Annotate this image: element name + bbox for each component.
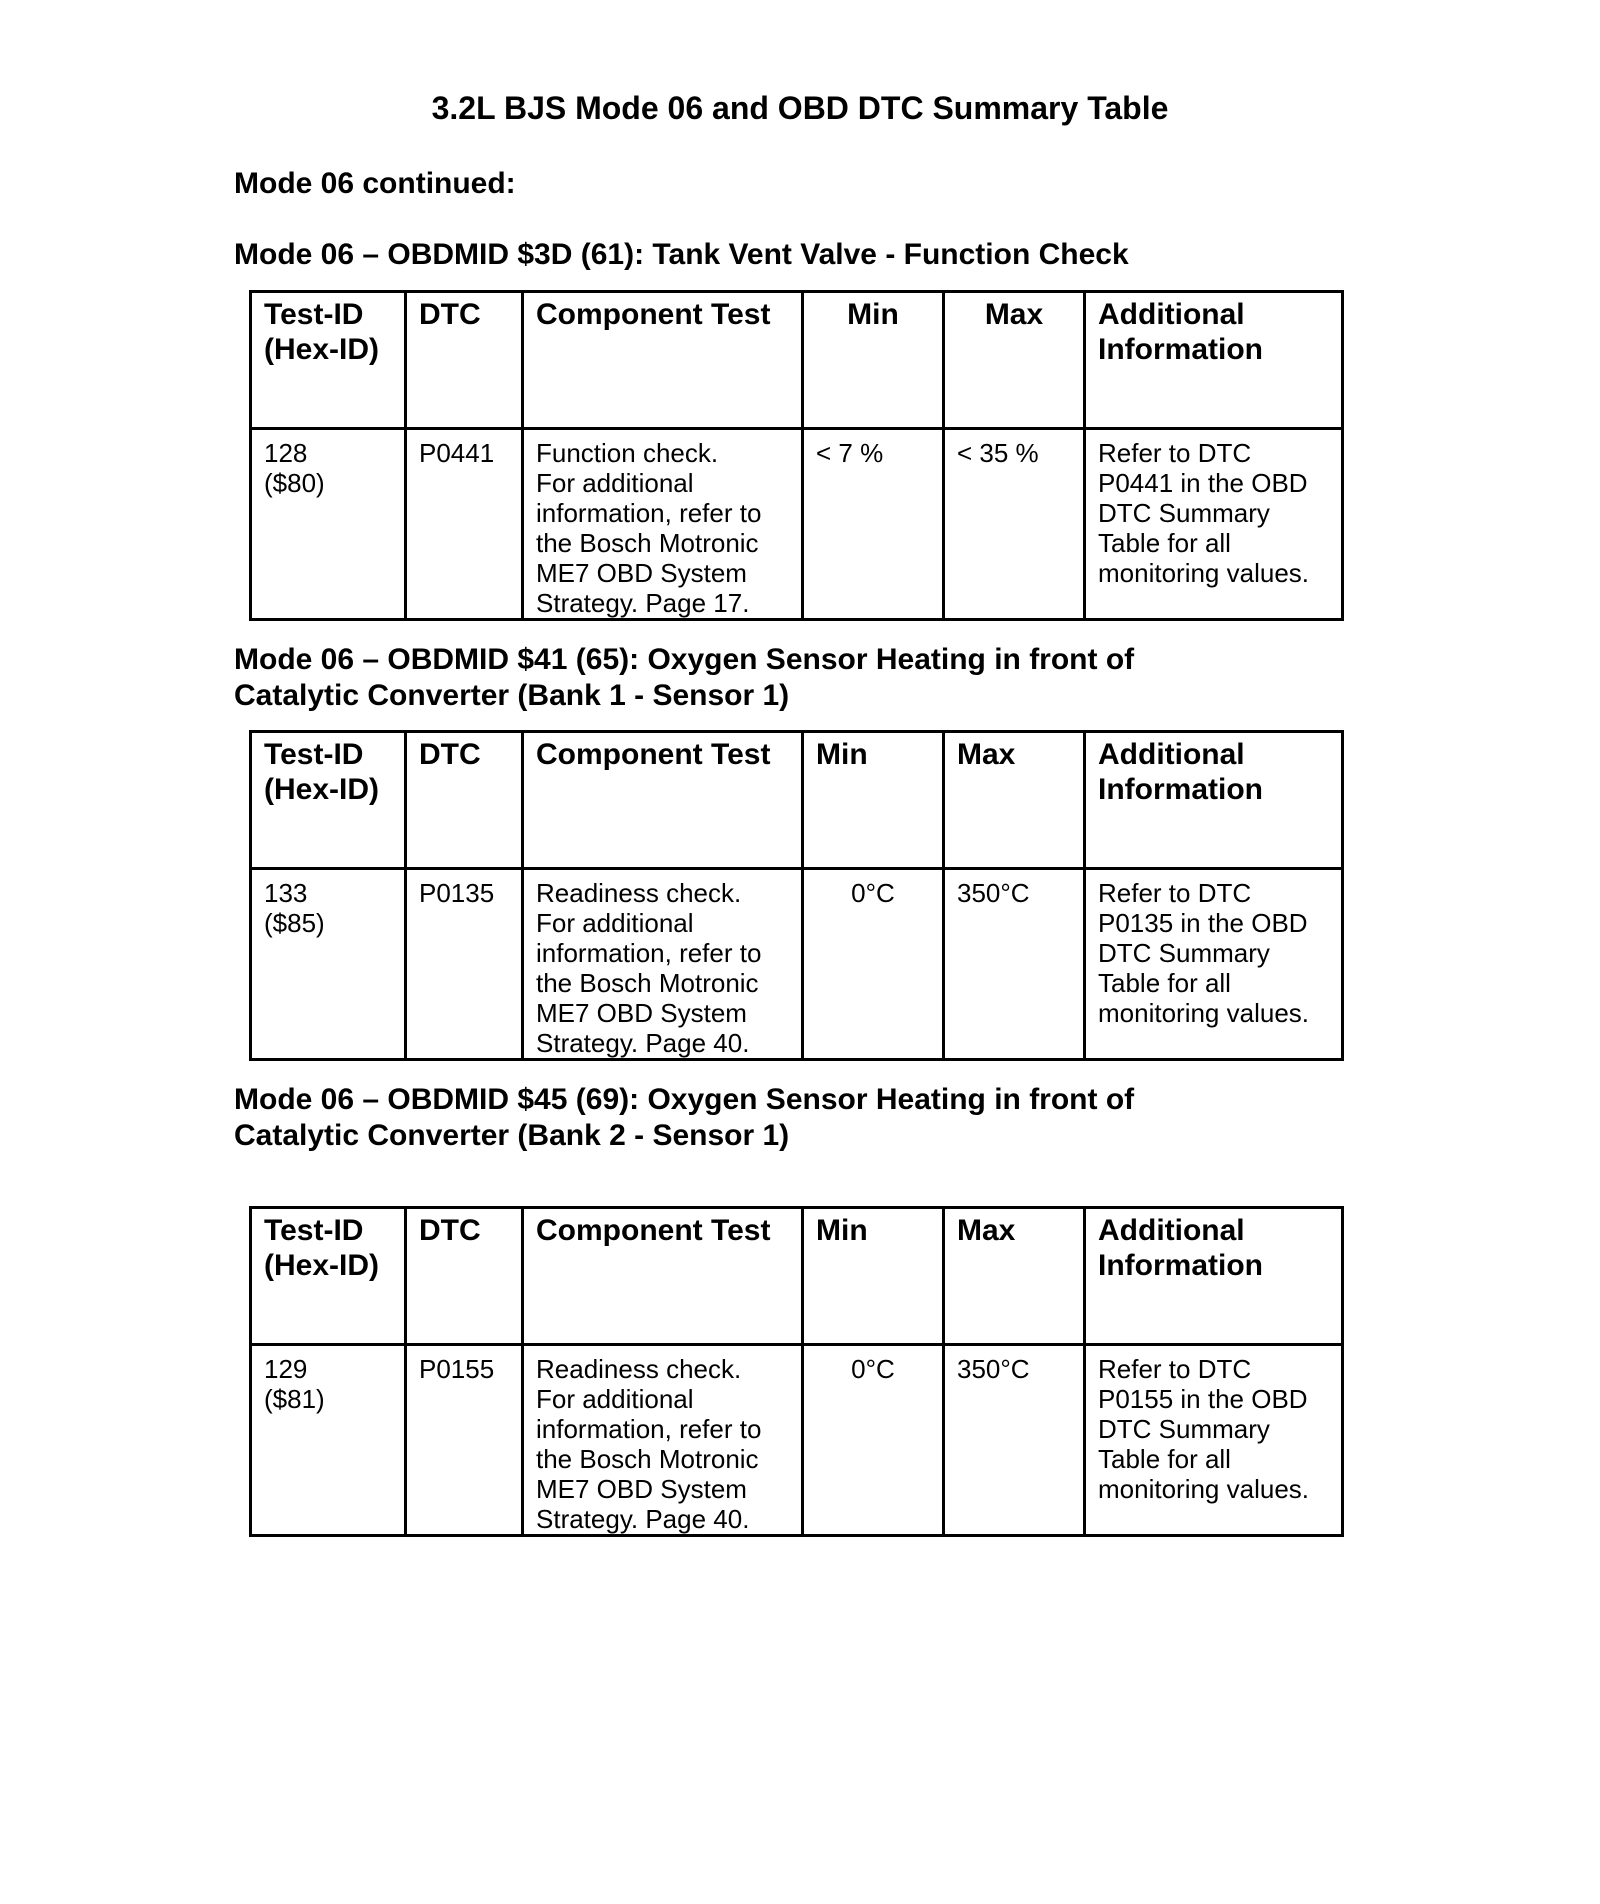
cell-min: < 7 % — [803, 429, 944, 620]
header-dtc: DTC — [406, 732, 523, 869]
page-title: 3.2L BJS Mode 06 and OBD DTC Summary Table — [431, 90, 1169, 126]
cell-max: 350°C — [944, 1345, 1085, 1536]
cell-max: < 35 % — [944, 429, 1085, 620]
header-component-test: Component Test — [523, 1208, 803, 1345]
header-test-id: Test-ID (Hex-ID) — [251, 292, 406, 429]
cell-test-id: 133 ($85) — [251, 869, 406, 1060]
cell-min: 0°C — [803, 1345, 944, 1536]
cell-test-id: 128 ($80) — [251, 429, 406, 620]
table-row — [251, 1345, 1343, 1536]
header-min: Min — [803, 1208, 944, 1345]
header-min: Min — [803, 292, 944, 429]
header-additional-info: Additional Information — [1085, 732, 1343, 869]
table-header-row — [251, 732, 1343, 869]
header-additional-info: Additional Information — [1085, 292, 1343, 429]
cell-additional-info: Refer to DTC P0441 in the OBD DTC Summary Table for all monitoring values. — [1085, 429, 1343, 620]
cell-additional-info: Refer to DTC P0135 in the OBD DTC Summary Table for all monitoring values. — [1085, 869, 1343, 1060]
o2-heating-bank1-table — [249, 730, 1344, 1061]
cell-dtc: P0135 — [406, 869, 523, 1060]
header-dtc: DTC — [406, 1208, 523, 1345]
header-max: Max — [944, 732, 1085, 869]
table-row — [251, 429, 1343, 620]
o2-heating-bank2-table — [249, 1206, 1344, 1537]
table-header-row — [251, 292, 1343, 429]
cell-component-test: Readiness check. For additional information, refer to the Bosch Motronic ME7 OBD System Strategy. Page 40. — [523, 869, 803, 1060]
header-test-id: Test-ID (Hex-ID) — [251, 1208, 406, 1345]
cell-dtc: P0441 — [406, 429, 523, 620]
header-additional-info: Additional Information — [1085, 1208, 1343, 1345]
header-max: Max — [944, 292, 1085, 429]
header-dtc: DTC — [406, 292, 523, 429]
cell-test-id: 129 ($81) — [251, 1345, 406, 1536]
section-title-o2-heating-bank2: Mode 06 – OBDMID $45 (69): Oxygen Sensor Heating in front of Catalytic Converter (Bank 2 - Sensor 1) — [234, 1083, 1135, 1152]
table-row — [251, 869, 1343, 1060]
section-title-o2-heating-bank1: Mode 06 – OBDMID $41 (65): Oxygen Sensor Heating in front of Catalytic Converter (Bank 1 - Sensor 1) — [234, 643, 1135, 712]
cell-component-test: Readiness check. For additional information, refer to the Bosch Motronic ME7 OBD System Strategy. Page 40. — [523, 1345, 803, 1536]
header-min: Min — [803, 732, 944, 869]
cell-additional-info: Refer to DTC P0155 in the OBD DTC Summary Table for all monitoring values. — [1085, 1345, 1343, 1536]
cell-component-test: Function check. For additional information, refer to the Bosch Motronic ME7 OBD System Strategy. Page 17. — [523, 429, 803, 620]
section-title-tank-vent-valve: Mode 06 – OBDMID $3D (61): Tank Vent Valve - Function Check — [234, 238, 1129, 271]
header-test-id: Test-ID (Hex-ID) — [251, 732, 406, 869]
cell-max: 350°C — [944, 869, 1085, 1060]
header-max: Max — [944, 1208, 1085, 1345]
cell-dtc: P0155 — [406, 1345, 523, 1536]
table-header-row — [251, 1208, 1343, 1345]
tank-vent-valve-table — [249, 290, 1344, 621]
section-subtitle: Mode 06 continued: — [234, 167, 516, 200]
header-component-test: Component Test — [523, 292, 803, 429]
header-component-test: Component Test — [523, 732, 803, 869]
cell-min: 0°C — [803, 869, 944, 1060]
